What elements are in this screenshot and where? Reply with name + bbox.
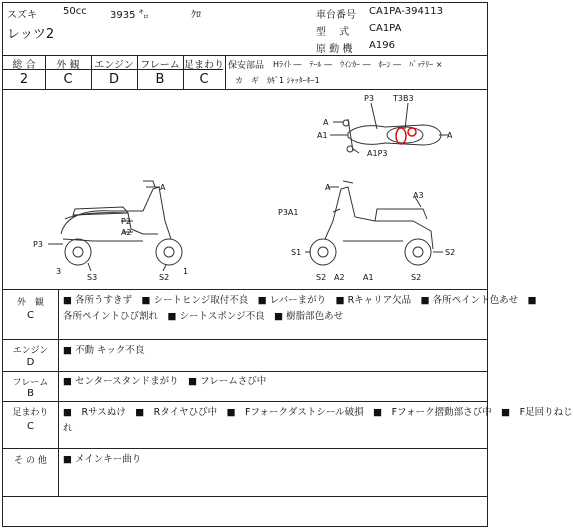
parts-row2: カ ギ ｶｷﾞ1 ｼｬｯﾀｰｷｰ1: [235, 76, 320, 85]
left-label-p3: P3: [33, 240, 43, 249]
parts-title: 保安部品: [228, 61, 265, 71]
remark-text-other: ■ メインキー曲り: [63, 454, 142, 465]
remark-text-engine: ■ 不動 キック不良: [63, 345, 145, 356]
remark-text-exterior: ■ 各所うすきず ■ シートヒンジ取付不良 ■ レバーまがり ■ Rキャリア欠品 ■ 各所ペイント色あせ ■ 各所ペイントひび割れ ■ シートスポンジ不良 ■ 樹脂部色あせ: [63, 295, 537, 322]
grade-frame: B: [155, 72, 165, 87]
remark-label-engine: エンジン: [12, 346, 49, 356]
remark-grade-suspension: C: [27, 421, 34, 432]
left-label-a2: A2: [121, 228, 132, 237]
right-label-s2-right: S2: [445, 248, 456, 257]
top-label-t3b3: T3B3: [393, 94, 414, 103]
top-label-a1: A1: [317, 131, 328, 140]
right-label-s2-rear: S2: [411, 273, 422, 282]
top-label-p3: P3: [364, 94, 374, 103]
frame-no: CA1PA-394113: [369, 6, 443, 17]
damage-diagram: [3, 89, 489, 289]
model-code: CA1PA: [369, 23, 402, 34]
grade-suspension: C: [199, 72, 209, 87]
remark-text-frame: ■ センタースタンドまがり ■ フレームさび中: [63, 376, 267, 387]
left-label-3: 3: [56, 267, 62, 276]
grade-overall: 2: [19, 72, 29, 87]
grade-label-exterior: 外 観: [56, 60, 80, 71]
right-label-s2-front: S2: [316, 273, 327, 282]
left-label-s3: S3: [87, 273, 98, 282]
inspection-sheet: [2, 2, 573, 527]
right-label-a2: A2: [334, 273, 345, 282]
grade-label-suspension: 足まわり: [184, 60, 224, 71]
top-label-a-right: A: [447, 131, 453, 140]
grade-exterior: C: [63, 72, 73, 87]
model-name: レッツ2: [7, 27, 55, 42]
remark-label-other: そ の 他: [14, 456, 47, 466]
grade-label-frame: フレーム: [140, 60, 180, 71]
right-label-p3a1: P3A1: [278, 208, 299, 217]
engine-label: 原 動 機: [316, 44, 353, 55]
remark-text-suspension: ■ Rサスぬけ ■ Rタイヤひび中 ■ Fフォークダストシール破損 ■ Fフォーク摺動部さび中 ■ F足回りねじ れ: [63, 407, 573, 434]
left-label-p2: P2: [121, 217, 131, 226]
left-label-s2: S2: [159, 273, 170, 282]
remark-label-exterior: 外 観: [16, 298, 44, 308]
grade-label-engine: エンジン: [94, 60, 134, 71]
left-label-a: A: [160, 183, 166, 192]
remark-grade-frame: B: [27, 388, 34, 399]
remark-label-suspension: 足まわり: [12, 408, 49, 418]
right-label-a1: A1: [363, 273, 374, 282]
left-label-1: 1: [183, 267, 189, 276]
top-label-a-left: A: [323, 118, 329, 127]
remark-label-frame: フレーム: [12, 378, 49, 388]
parts-row1: Hﾗｲﾄ ― ﾃｰﾙ ― ｳｲﾝｶｰ ― ﾎｰﾝ ― ﾊﾞｯﾃﾘｰ ×: [273, 60, 443, 69]
color: ｸﾛ: [191, 10, 201, 21]
maker: スズキ: [7, 10, 37, 21]
right-label-s1: S1: [291, 248, 302, 257]
remark-grade-exterior: C: [27, 310, 34, 321]
right-label-a: A: [325, 183, 331, 192]
grade-engine: D: [108, 72, 119, 87]
top-label-a1p3: A1P3: [367, 149, 388, 158]
engine-code: A196: [369, 40, 395, 51]
right-label-a3: A3: [413, 191, 424, 200]
displacement: 50cc: [63, 6, 87, 17]
frame-no-label: 車台番号: [316, 10, 356, 21]
remark-grade-engine: D: [26, 357, 35, 368]
model-code-label: 型 式: [316, 27, 350, 38]
mileage: 3935 ㌔: [110, 10, 149, 21]
grade-label-overall: 総 合: [12, 60, 36, 71]
